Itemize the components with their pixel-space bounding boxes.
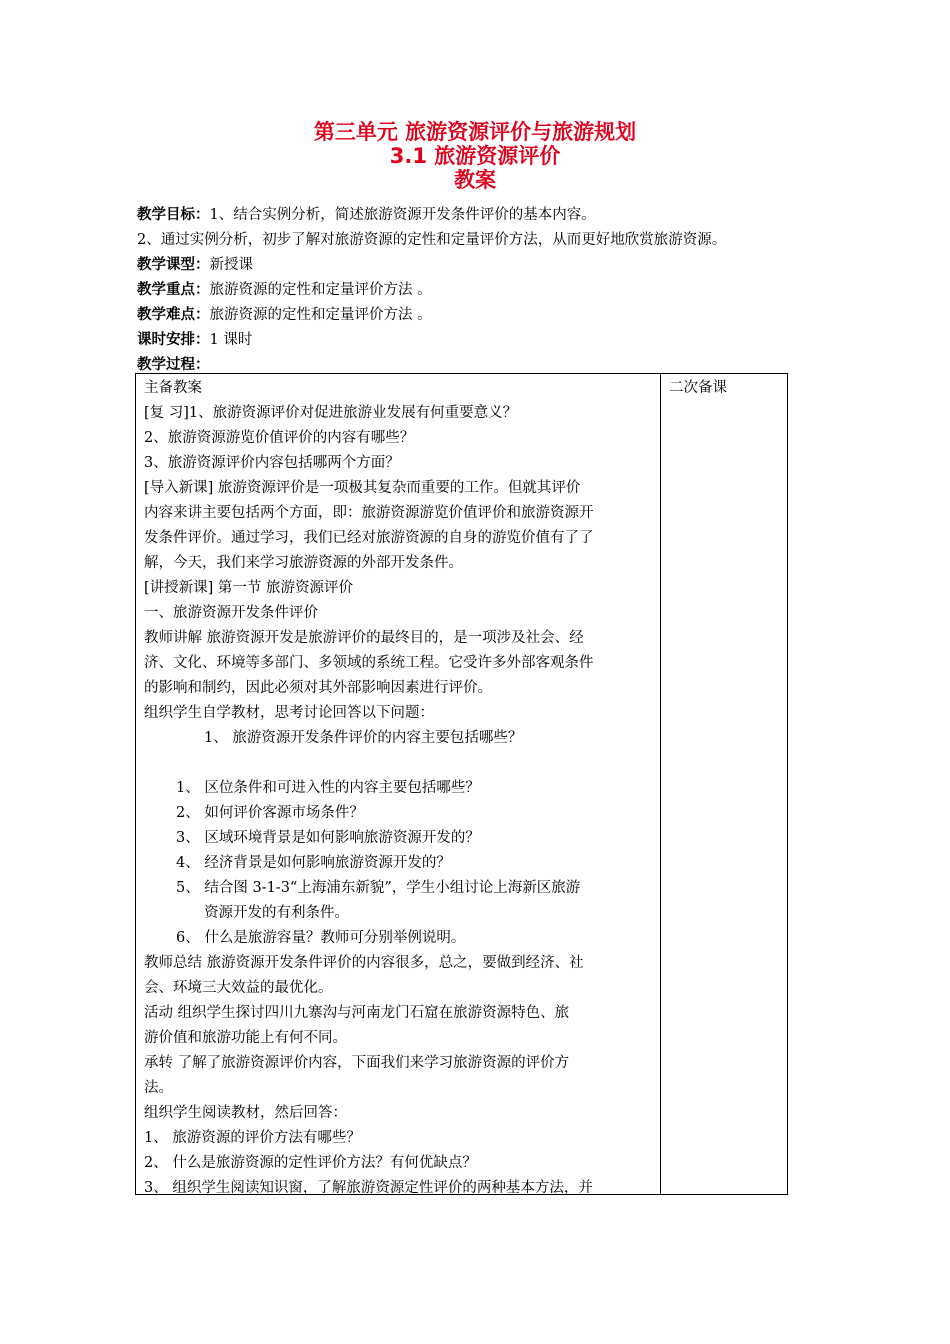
table-line: 4、 经济背景是如何影响旅游资源开发的？ [176, 855, 451, 871]
diff-label: 教学难点： [137, 307, 210, 323]
table-line: 5、 结合图 3-1-3“上海浦东新貌”，学生小组讨论上海新区旅游 [176, 880, 581, 896]
table-line: 1、 旅游资源的评价方法有哪些？ [144, 1130, 361, 1146]
key-row [137, 278, 837, 303]
key-value: 旅游资源的定性和定量评价方法 。 [209, 282, 432, 298]
table-line: 2、旅游资源游览价值评价的内容有哪些？ [144, 430, 415, 446]
main-plan-column [136, 374, 661, 1194]
table-line: 游价值和旅游功能上有何不同。 [144, 1030, 347, 1046]
lesson-title: 3.1 旅游资源评价 [389, 144, 561, 168]
type-label: 教学课型： [137, 257, 210, 273]
table-line: 6、 什么是旅游容量？教师可分别举例说明。 [176, 930, 466, 946]
table-line: 承转 了解了旅游资源评价内容，下面我们来学习旅游资源的评价方 [144, 1055, 570, 1071]
table-line: 3、旅游资源评价内容包括哪两个方面？ [144, 455, 400, 471]
second-plan-header: 二次备课 [669, 380, 727, 396]
table-line: 济、文化、环境等多部门、多领域的系统工程。它受许多外部客观条件 [144, 655, 594, 671]
table-line: 活动 组织学生探讨四川九寨沟与河南龙门石窟在旅游资源特色、旅 [144, 1005, 570, 1021]
table-line: 一、旅游资源开发条件评价 [144, 605, 318, 621]
lesson-meta [137, 203, 837, 378]
title-block [0, 120, 950, 192]
table-line: 1、 旅游资源开发条件评价的内容主要包括哪些？ [204, 730, 523, 746]
table-line: 解，今天，我们来学习旅游资源的外部开发条件。 [144, 555, 463, 571]
table-line: 3、 区域环境背景是如何影响旅游资源开发的？ [176, 830, 480, 846]
time-label: 课时安排： [137, 332, 210, 348]
table-line: 内容来讲主要包括两个方面，即：旅游资源游览价值评价和旅游资源开 [144, 505, 594, 521]
table-line: 2、 什么是旅游资源的定性评价方法？有何优缺点？ [144, 1155, 477, 1171]
table-line: 组织学生阅读教材，然后回答： [144, 1105, 347, 1121]
diff-value: 旅游资源的定性和定量评价方法 。 [209, 307, 432, 323]
diff-row [137, 303, 837, 328]
table-line: 发条件评价。通过学习，我们已经对旅游资源的自身的游览价值有了了 [144, 530, 594, 546]
type-value: 新授课 [209, 257, 253, 273]
table-line: 教师讲解 旅游资源开发是旅游评价的最终目的，是一项涉及社会、经 [144, 630, 584, 646]
time-row [137, 328, 837, 353]
goal-row [137, 203, 837, 228]
unit-title: 第三单元 旅游资源评价与旅游规划 [313, 120, 637, 144]
table-line: 资源开发的有利条件。 [204, 905, 349, 921]
table-line: 1、 区位条件和可进入性的内容主要包括哪些？ [176, 780, 480, 796]
type-row [137, 253, 837, 278]
table-line: [复 习]1、旅游资源评价对促进旅游业发展有何重要意义？ [144, 405, 518, 421]
table-line: 主备教案 [144, 380, 202, 396]
table-line: 3、 组织学生阅读知识窗，了解旅游资源定性评价的两种基本方法，并 [144, 1180, 593, 1196]
second-plan-column [661, 374, 787, 1194]
table-line: [导入新课] 旅游资源评价是一项极其复杂而重要的工作。但就其评价 [144, 480, 581, 496]
table-line: 的影响和制约，因此必须对其外部影响因素进行评价。 [144, 680, 492, 696]
doc-type-title: 教案 [454, 168, 496, 192]
table-line: 法。 [144, 1080, 173, 1096]
blank-line [144, 751, 654, 776]
lesson-table [135, 373, 788, 1195]
table-line: 教师总结 旅游资源开发条件评价的内容很多，总之，要做到经济、社 [144, 955, 584, 971]
table-line: [讲授新课] 第一节 旅游资源评价 [144, 580, 354, 596]
goal-1: 1、结合实例分析，简述旅游资源开发条件评价的基本内容。 [209, 207, 596, 223]
key-label: 教学重点： [137, 282, 210, 298]
table-line: 组织学生自学教材，思考讨论回答以下问题： [144, 705, 434, 721]
goal-2: 2、通过实例分析，初步了解对旅游资源的定性和定量评价方法，从而更好地欣赏旅游资源。 [137, 232, 727, 248]
process-label: 教学过程： [137, 357, 210, 373]
table-line: 2、 如何评价客源市场条件？ [176, 805, 364, 821]
goal-label: 教学目标： [137, 207, 210, 223]
time-value: 1 课时 [209, 332, 253, 348]
table-line: 会、环境三大效益的最优化。 [144, 980, 333, 996]
